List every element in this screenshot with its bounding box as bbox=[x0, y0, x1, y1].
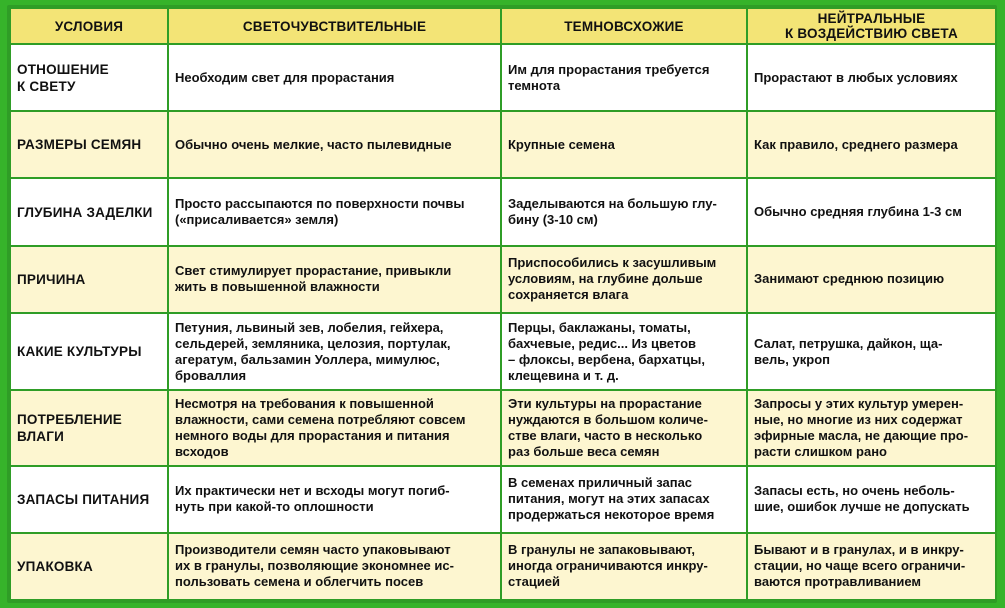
table-cell: Просто рассыпаются по поверхности почвы («присаливается» земля) bbox=[169, 179, 500, 244]
table-cell: Им для прорастания требуется темнота bbox=[502, 45, 746, 110]
table-row bbox=[11, 467, 995, 532]
row-header-cell: ПОТРЕБЛЕНИЕ ВЛАГИ bbox=[11, 391, 167, 464]
table-row bbox=[11, 314, 995, 389]
table-row bbox=[11, 391, 995, 464]
table-cell: Запросы у этих культур умерен- ные, но многие из них содержат эфирные масла, не дающие про- расти слишком рано bbox=[748, 391, 995, 464]
table-cell: Свет стимулирует прорастание, привыкли жить в повышенной влажности bbox=[169, 247, 500, 312]
table-cell: Несмотря на требования к повышенной влажности, сами семена потребляют совсем немного воды для прорастания и питания всходов bbox=[169, 391, 500, 464]
table-cell: Салат, петрушка, дайкон, ща- вель, укроп bbox=[748, 314, 995, 389]
table-cell: Крупные семена bbox=[502, 112, 746, 177]
row-header-cell: ЗАПАСЫ ПИТАНИЯ bbox=[11, 467, 167, 532]
table-cell: Перцы, баклажаны, томаты, бахчевые, редис... Из цветов – флоксы, вербена, бархатцы, клещевина и т. д. bbox=[502, 314, 746, 389]
table-row bbox=[11, 179, 995, 244]
header-light-sensitive: СВЕТОЧУВСТВИТЕЛЬНЫЕ bbox=[169, 9, 500, 43]
table-cell: Приспособились к засушливым условиям, на глубине дольше сохраняется влага bbox=[502, 247, 746, 312]
table-cell: Занимают среднюю позицию bbox=[748, 247, 995, 312]
table-row bbox=[11, 247, 995, 312]
row-header-cell: КАКИЕ КУЛЬТУРЫ bbox=[11, 314, 167, 389]
table-cell: В гранулы не запаковывают, иногда ограничиваются инкру- стацией bbox=[502, 534, 746, 599]
table-row bbox=[11, 112, 995, 177]
row-header-cell: УПАКОВКА bbox=[11, 534, 167, 599]
table-cell: Производители семян часто упаковывают их в гранулы, позволяющие экономнее ис- пользовать семена и облегчить посев bbox=[169, 534, 500, 599]
table-row bbox=[11, 534, 995, 599]
table-header-row bbox=[11, 9, 995, 43]
table-cell: В семенах приличный запас питания, могут на этих запасах продержаться некоторое время bbox=[502, 467, 746, 532]
table-cell: Эти культуры на прорастание нуждаются в большом количе- стве влаги, часто в несколько раз больше веса семян bbox=[502, 391, 746, 464]
row-header-cell: ПРИЧИНА bbox=[11, 247, 167, 312]
table-cell: Заделываются на большую глу- бину (3-10 см) bbox=[502, 179, 746, 244]
header-dark-germinating: ТЕМНОВСХОЖИЕ bbox=[502, 9, 746, 43]
table-cell: Прорастают в любых условиях bbox=[748, 45, 995, 110]
row-header-cell: ОТНОШЕНИЕ К СВЕТУ bbox=[11, 45, 167, 110]
table-frame bbox=[7, 5, 997, 603]
comparison-table bbox=[9, 7, 997, 601]
table-row bbox=[11, 45, 995, 110]
table-cell: Петуния, львиный зев, лобелия, гейхера, сельдерей, земляника, целозия, портулак, агератум, бальзамин Уоллера, мимулюс, броваллия bbox=[169, 314, 500, 389]
table-cell: Необходим свет для прорастания bbox=[169, 45, 500, 110]
table-cell: Обычно средняя глубина 1-3 см bbox=[748, 179, 995, 244]
table-cell: Запасы есть, но очень неболь- шие, ошибок лучше не допускать bbox=[748, 467, 995, 532]
table-cell: Обычно очень мелкие, часто пылевидные bbox=[169, 112, 500, 177]
row-header-cell: РАЗМЕРЫ СЕМЯН bbox=[11, 112, 167, 177]
header-conditions: УСЛОВИЯ bbox=[11, 9, 167, 43]
header-neutral: НЕЙТРАЛЬНЫЕ К ВОЗДЕЙСТВИЮ СВЕТА bbox=[748, 9, 995, 43]
table-cell: Их практически нет и всходы могут погиб- нуть при какой-то оплошности bbox=[169, 467, 500, 532]
row-header-cell: ГЛУБИНА ЗАДЕЛКИ bbox=[11, 179, 167, 244]
table-cell: Как правило, среднего размера bbox=[748, 112, 995, 177]
table-cell: Бывают и в гранулах, и в инкру- стации, но чаще всего ограничи- ваются протравливанием bbox=[748, 534, 995, 599]
